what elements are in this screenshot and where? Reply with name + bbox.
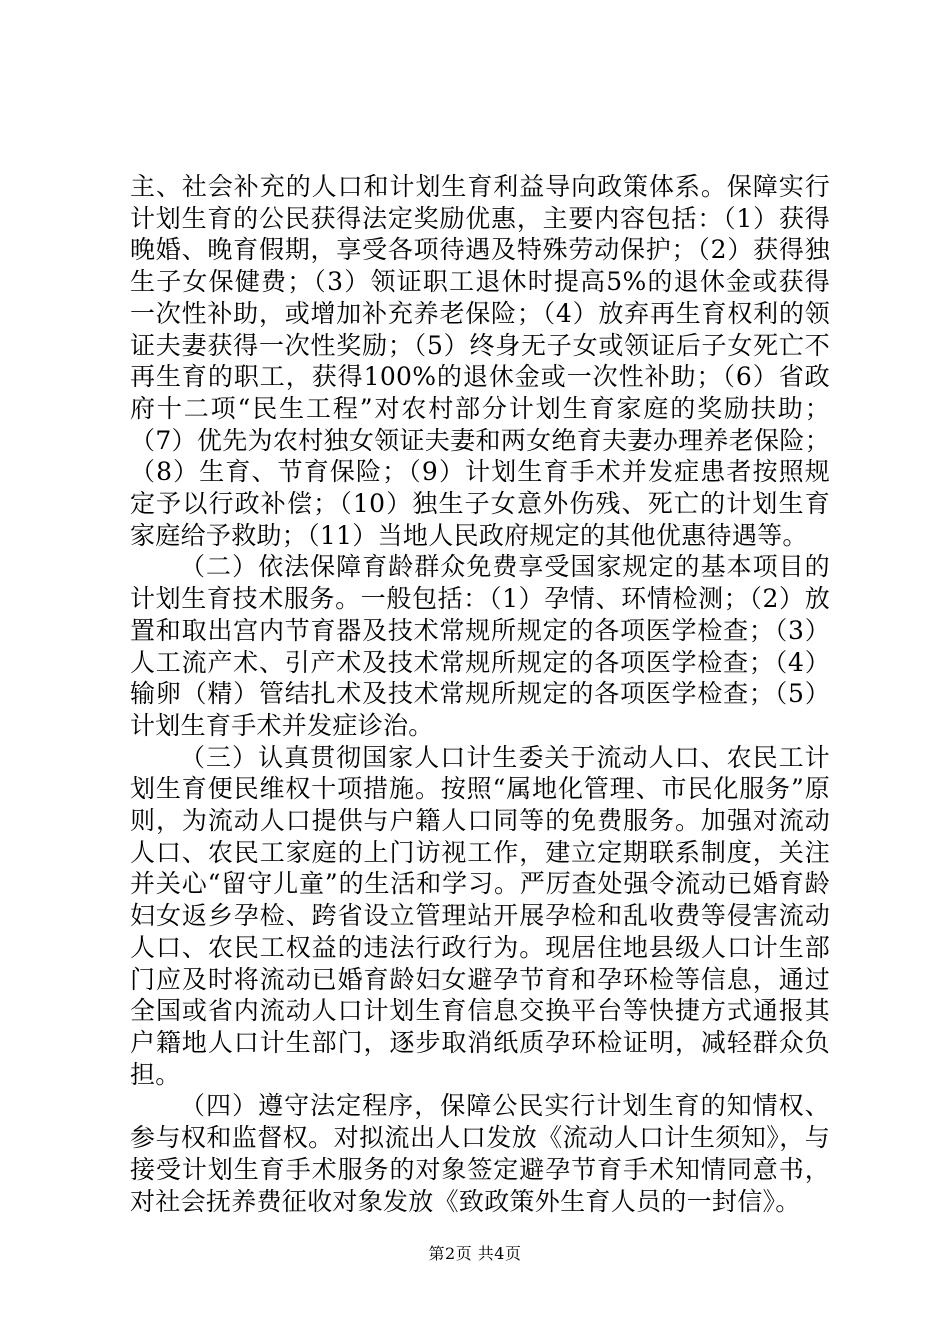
paragraph-4: （四）遵守法定程序，保障公民实行计划生育的知情权、参与权和监督权。对拟流出人口发放《流动人口计生须知》，与接受计划生育手术服务的对象签定避孕节育手术知情同意书，对社会抚养费征收对象发放《致政策外生育人员的一封信》。 (130, 1091, 830, 1216)
paragraph-2: （二）依法保障育龄群众免费享受国家规定的基本项目的计划生育技术服务。一般包括：（1）孕情、环情检测；（2）放置和取出宫内节育器及技术常规所规定的各项医学检查；（3）人工流产术、引产术及技术常规所规定的各项医学检查；（4）输卵（精）管结扎术及技术常规所规定的各项医学检查；（5）计划生育手术并发症诊治。 (130, 552, 830, 740)
paragraph-1: 主、社会补充的人口和计划生育利益导向政策体系。保障实行计划生育的公民获得法定奖励优惠，主要内容包括：（1）获得晚婚、晚育假期，享受各项待遇及特殊劳动保护；（2）获得独生子女保健费；（3）领证职工退休时提高5%的退休金或获得一次性补助，或增加补充养老保险；（4）放弃再生育权利的领证夫妻获得一次性奖励；（5）终身无子女或领证后子女死亡不再生育的职工，获得100%的退休金或一次性补助；（6）省政府十二项“民生工程”对农村部分计划生育家庭的奖励扶助；（7）优先为农村独女领证夫妻和两女绝育夫妻办理养老保险；（8）生育、节育保险；（9）计划生育手术并发症患者按照规定予以行政补偿；（10）独生子女意外伤残、死亡的计划生育家庭给予救助；（11）当地人民政府规定的其他优惠待遇等。 (130, 172, 830, 550)
page-footer: 第2页 共4页 (428, 1244, 522, 1263)
paragraph-3: （三）认真贯彻国家人口计生委关于流动人口、农民工计划生育便民维权十项措施。按照“属地化管理、市民化服务”原则，为流动人口提供与户籍人口同等的免费服务。加强对流动人口、农民工家庭的上门访视工作，建立定期联系制度，关注并关心“留守儿童”的生活和学习。严厉查处强令流动已婚育龄妇女返乡孕检、跨省设立管理站开展孕检和乱收费等侵害流动人口、农民工权益的违法行政行为。现居住地县级人口计生部门应及时将流动已婚育龄妇女避孕节育和孕环检等信息，通过全国或省内流动人口计划生育信息交换平台等快捷方式通报其户籍地人口计生部门，逐步取消纸质孕环检证明，减轻群众负担。 (130, 742, 830, 1089)
document-body (130, 171, 830, 1217)
